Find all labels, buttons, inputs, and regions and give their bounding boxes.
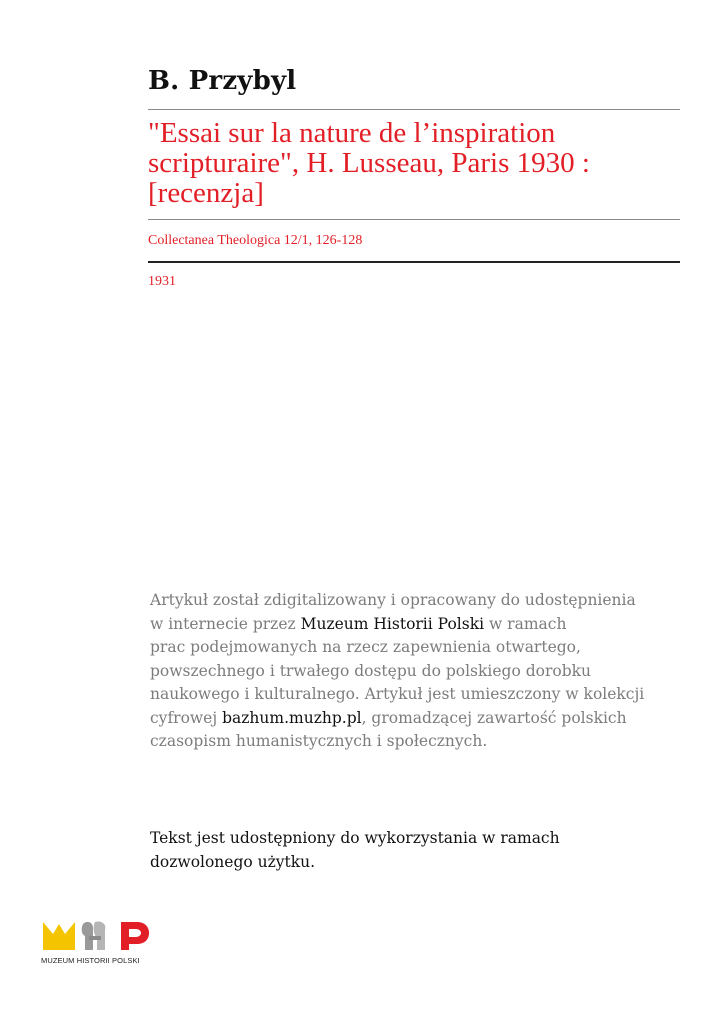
bazhum-link[interactable]: bazhum.muzhp.pl bbox=[222, 708, 362, 727]
digitization-info bbox=[150, 589, 670, 754]
publication-year: 1931 bbox=[148, 274, 176, 289]
article-title: "Essai sur la nature de l’inspiration scripturaire", H. Lusseau, Paris 1930 : [recenzja] bbox=[148, 117, 590, 209]
author-name: B. Przybyl bbox=[148, 66, 297, 96]
logo-text: MUZEUM HISTORII POLSKI bbox=[41, 956, 140, 965]
info-text-1: Artykuł został zdigitalizowany i opracowany do udostępnienia w internecie przez bbox=[150, 591, 636, 633]
journal-rule bbox=[148, 261, 680, 263]
journal-citation: Collectanea Theologica 12/1, 126-128 bbox=[148, 233, 363, 248]
info-text-2: w ramach prac podejmowanych na rzecz zapewnienia otwartego, powszechnego i trwałego dostępu do polskiego dorobku naukowego i kulturalnego. Artykuł jest umieszczony w kolekcji cyfrowej bbox=[150, 614, 645, 727]
museum-link[interactable]: Muzeum Historii Polski bbox=[300, 614, 485, 633]
museum-logo bbox=[41, 918, 161, 964]
info-text-3: , gromadzącej zawartość polskich czasopism humanistycznych i społecznych. bbox=[150, 708, 627, 750]
author-rule bbox=[148, 109, 680, 110]
license-notice: Tekst jest udostępniony do wykorzystania w ramach dozwolonego użytku. bbox=[150, 829, 560, 871]
title-rule bbox=[148, 219, 680, 220]
mhp-logo-icon bbox=[41, 918, 153, 954]
